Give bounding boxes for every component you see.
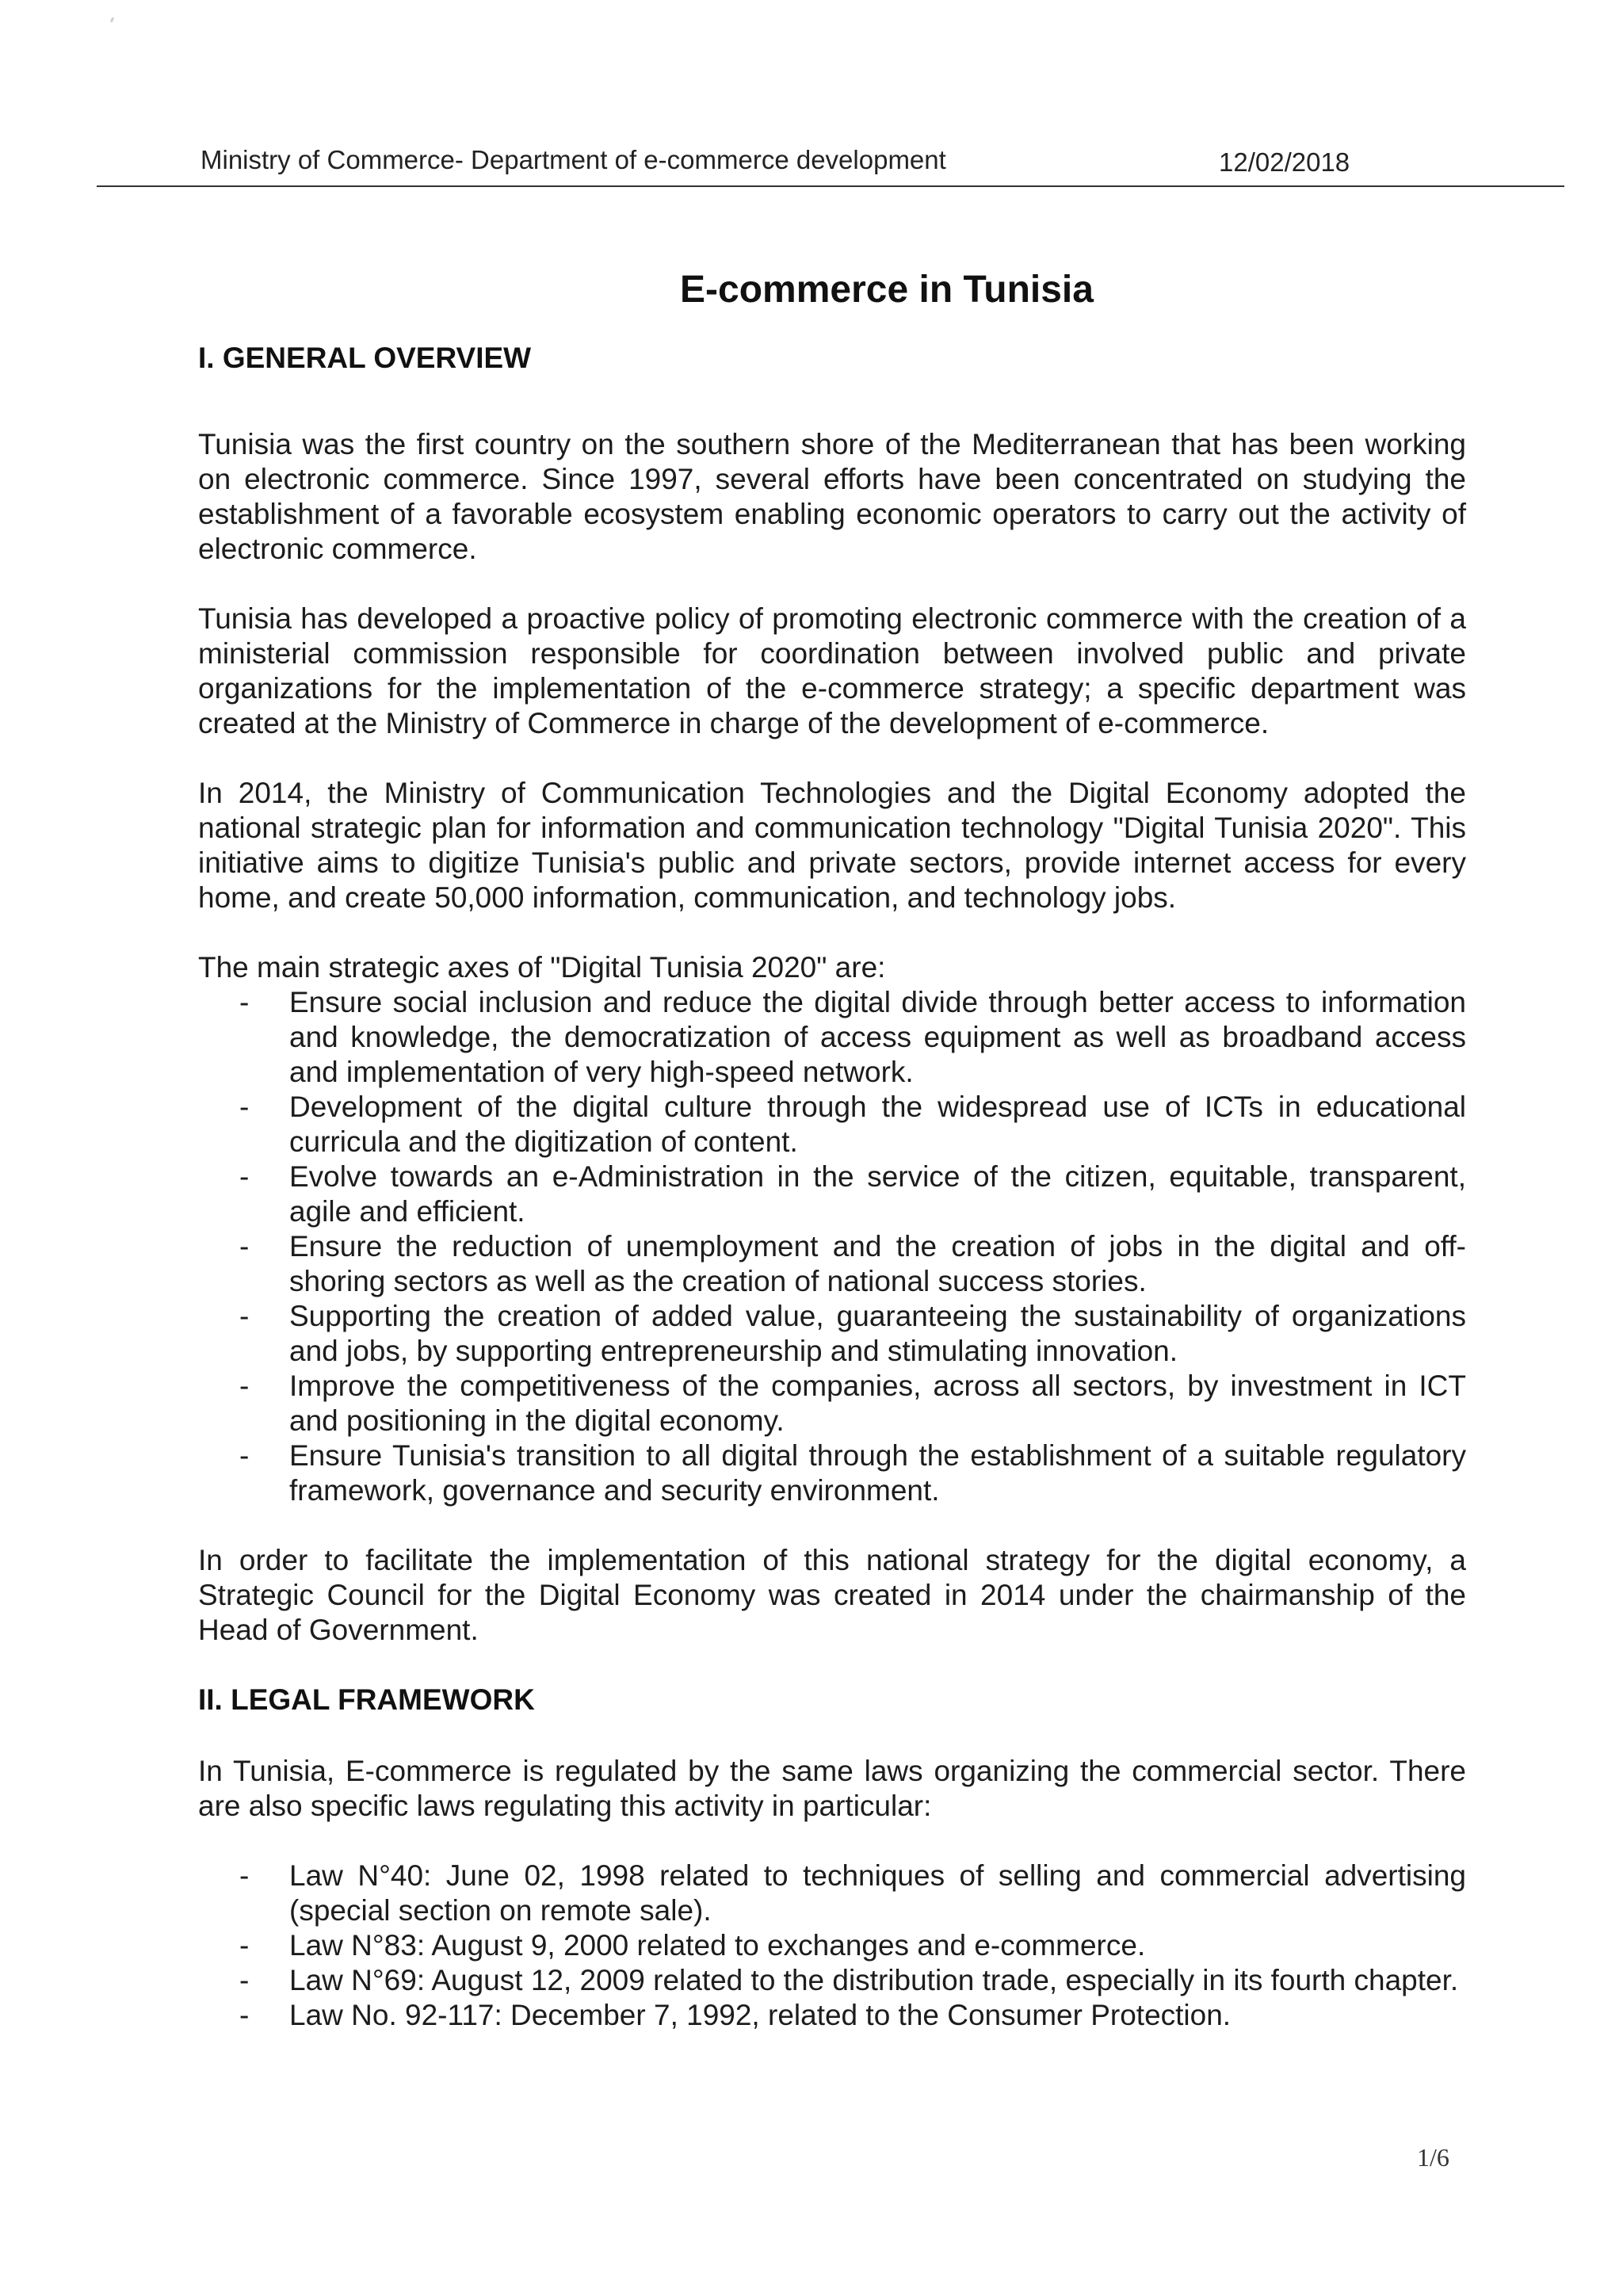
list-item bbox=[198, 1159, 1466, 1229]
header-divider bbox=[97, 185, 1564, 187]
section-heading-general-overview: I. GENERAL OVERVIEW bbox=[198, 342, 532, 374]
list-dash: - bbox=[239, 1300, 250, 1332]
list-item-text: Law N°69: August 12, 2009 related to the distribution trade, especially in its fourth chapter. bbox=[289, 1964, 1459, 1996]
list-item bbox=[198, 1998, 1466, 2033]
list-item-text: Supporting the creation of added value, guaranteeing the sustainability of organizations and jobs, by supporting entrepreneurship and stimulating innovation. bbox=[289, 1300, 1466, 1367]
list-item-text: Law N°40: June 02, 1998 related to techniques of selling and commercial advertising (special section on remote sale). bbox=[289, 1859, 1466, 1927]
laws-list bbox=[198, 1859, 1466, 2033]
list-item-text: Improve the competitiveness of the companies, across all sectors, by investment in ICT and positioning in the digital economy. bbox=[289, 1370, 1466, 1437]
list-item-text: Law No. 92-117: December 7, 1992, related to the Consumer Protection. bbox=[289, 1999, 1232, 2031]
paragraph: In order to facilitate the implementation of this national strategy for the digital economy, a Strategic Council for the Digital Economy was created in 2014 under the chairmanship of the Head of Government. bbox=[198, 1544, 1466, 1646]
section-heading-legal-framework: II. LEGAL FRAMEWORK bbox=[198, 1683, 535, 1716]
list-item-text: Ensure Tunisia's transition to all digital through the establishment of a suitable regulatory framework, governance and security environment. bbox=[289, 1439, 1466, 1507]
list-item bbox=[198, 1299, 1466, 1369]
list-item bbox=[198, 1438, 1466, 1508]
list-dash: - bbox=[239, 1160, 250, 1193]
list-item-text: Law N°83: August 9, 2000 related to exchanges and e-commerce. bbox=[289, 1929, 1146, 1962]
paragraph: Tunisia has developed a proactive policy of promoting electronic commerce with the creation of a ministerial commission responsible for coordination between involved public and private organizations for the implementation of the e-commerce strategy; a specific department was created at the Ministry of Commerce in charge of the development of e-commerce. bbox=[198, 602, 1466, 739]
list-dash: - bbox=[239, 986, 250, 1018]
list-dash: - bbox=[239, 1859, 250, 1892]
list-dash: - bbox=[239, 1964, 250, 1996]
list-dash: - bbox=[239, 1439, 250, 1472]
list-item bbox=[198, 1229, 1466, 1299]
list-item-text: Development of the digital culture through the widespread use of ICTs in educational curricula and the digitization of content. bbox=[289, 1091, 1466, 1158]
header-organization: Ministry of Commerce- Department of e-commerce development bbox=[200, 145, 946, 174]
header-date: 12/02/2018 bbox=[1219, 147, 1350, 177]
strategic-axes-list bbox=[198, 985, 1466, 1508]
axes-intro: The main strategic axes of "Digital Tunisia 2020" are: bbox=[198, 951, 886, 984]
list-dash: - bbox=[239, 1929, 250, 1962]
list-dash: - bbox=[239, 1999, 250, 2031]
document-body bbox=[198, 341, 1466, 2068]
document-title: E-commerce in Tunisia bbox=[680, 269, 1094, 311]
paragraph: In 2014, the Ministry of Communication Technologies and the Digital Economy adopted the national strategic plan for information and communication technology "Digital Tunisia 2020". This initiative aims to digitize Tunisia's public and private sectors, provide internet access for every home, and create 50,000 information, communication, and technology jobs. bbox=[198, 777, 1466, 914]
list-item bbox=[198, 1369, 1466, 1438]
list-item bbox=[198, 1859, 1466, 1928]
list-item-text: Ensure the reduction of unemployment and the creation of jobs in the digital and off-shoring sectors as well as the creation of national success stories. bbox=[289, 1230, 1466, 1297]
list-item-text: Ensure social inclusion and reduce the digital divide through better access to information and knowledge, the democratization of access equipment as well as broadband access and implementation of very high-speed network. bbox=[289, 986, 1466, 1088]
scan-speck bbox=[110, 17, 114, 23]
list-dash: - bbox=[239, 1370, 250, 1402]
paragraph: In Tunisia, E-commerce is regulated by the same laws organizing the commercial sector. There are also specific laws regulating this activity in particular: bbox=[198, 1755, 1466, 1822]
list-item bbox=[198, 1963, 1466, 1998]
list-item bbox=[198, 1090, 1466, 1159]
list-item bbox=[198, 1928, 1466, 1963]
paragraph: Tunisia was the first country on the southern shore of the Mediterranean that has been working on electronic commerce. Since 1997, several efforts have been concentrated on studying the establishment of a favorable ecosystem enabling economic operators to carry out the activity of electronic commerce. bbox=[198, 428, 1466, 565]
list-dash: - bbox=[239, 1091, 250, 1123]
list-item bbox=[198, 985, 1466, 1090]
page-number: 1/6 bbox=[1417, 2143, 1449, 2172]
list-dash: - bbox=[239, 1230, 250, 1263]
list-item-text: Evolve towards an e-Administration in the service of the citizen, equitable, transparent, agile and efficient. bbox=[289, 1160, 1466, 1228]
